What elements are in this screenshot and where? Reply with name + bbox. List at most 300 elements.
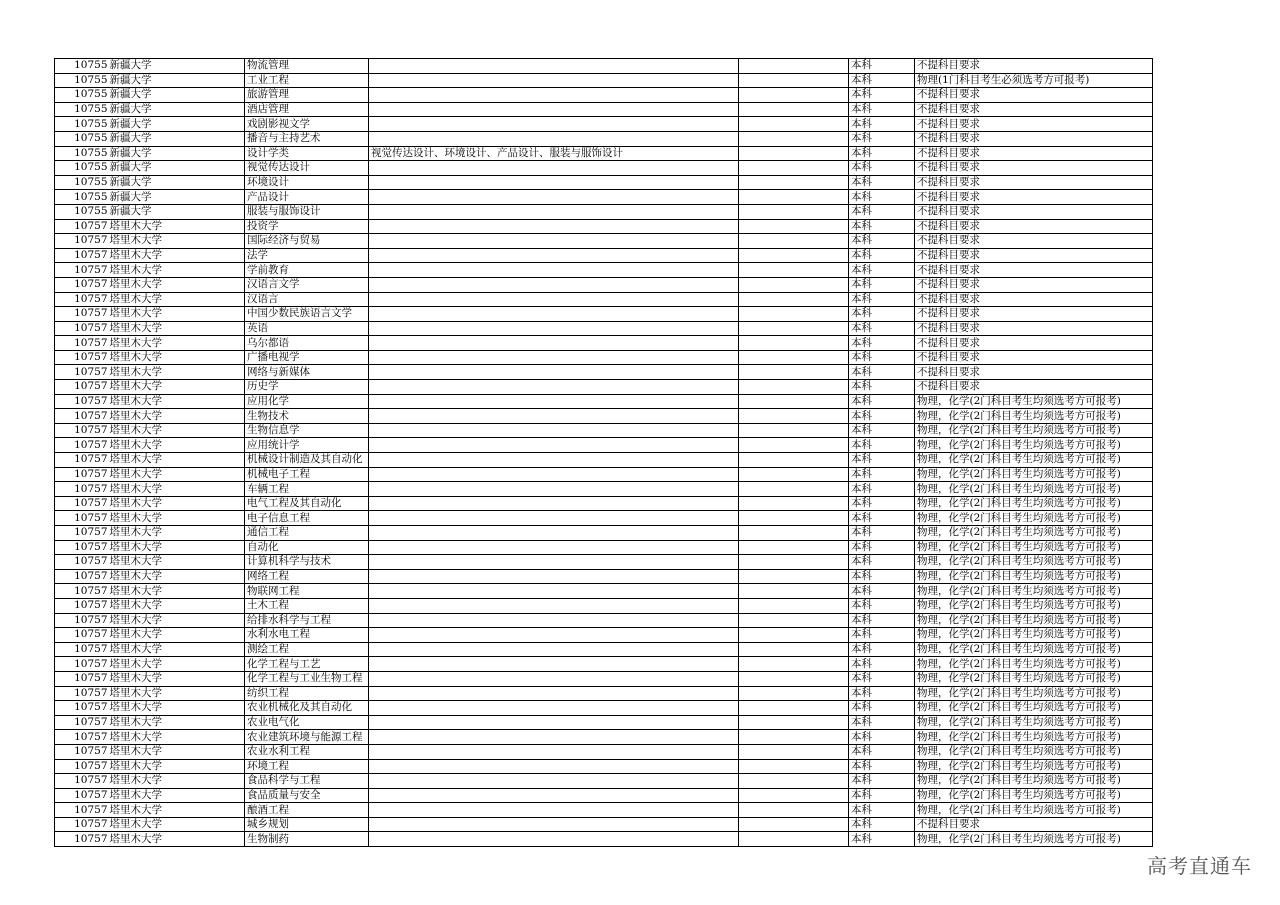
table-row	[55, 131, 1153, 146]
school-code-cell: 10755	[55, 204, 109, 219]
major-name-cell: 水利水电工程	[245, 628, 369, 643]
level-cell: 本科	[849, 540, 915, 555]
school-name-cell: 塔里木大学	[109, 642, 245, 657]
major-name-cell: 国际经济与贸易	[245, 234, 369, 249]
remark-cell	[739, 248, 849, 263]
school-name-cell: 塔里木大学	[109, 730, 245, 745]
school-code-cell: 10755	[55, 102, 109, 117]
subject-requirement-cell: 物理，化学(2门科目考生均须选考方可报考)	[915, 759, 1153, 774]
school-code-cell: 10757	[55, 380, 109, 395]
included-majors-cell	[369, 744, 739, 759]
included-majors-cell	[369, 365, 739, 380]
school-code-cell: 10757	[55, 569, 109, 584]
school-code-cell: 10757	[55, 671, 109, 686]
table-row	[55, 788, 1153, 803]
table-row	[55, 394, 1153, 409]
subject-requirement-cell: 物理，化学(2门科目考生均须选考方可报考)	[915, 584, 1153, 599]
school-code-cell: 10755	[55, 59, 109, 74]
major-name-cell: 应用统计学	[245, 438, 369, 453]
level-cell: 本科	[849, 409, 915, 424]
school-name-cell: 塔里木大学	[109, 234, 245, 249]
major-name-cell: 环境设计	[245, 175, 369, 190]
remark-cell	[739, 686, 849, 701]
included-majors-cell	[369, 628, 739, 643]
level-cell: 本科	[849, 350, 915, 365]
table-row	[55, 482, 1153, 497]
subject-requirement-cell: 物理，化学(2门科目考生均须选考方可报考)	[915, 715, 1153, 730]
level-cell: 本科	[849, 832, 915, 847]
remark-cell	[739, 438, 849, 453]
level-cell: 本科	[849, 628, 915, 643]
remark-cell	[739, 730, 849, 745]
school-code-cell: 10757	[55, 613, 109, 628]
table-row	[55, 321, 1153, 336]
school-name-cell: 塔里木大学	[109, 540, 245, 555]
included-majors-cell	[369, 394, 739, 409]
subject-requirement-cell: 物理，化学(2门科目考生均须选考方可报考)	[915, 496, 1153, 511]
level-cell: 本科	[849, 482, 915, 497]
school-code-cell: 10757	[55, 759, 109, 774]
major-name-cell: 化学工程与工业生物工程	[245, 671, 369, 686]
school-name-cell: 塔里木大学	[109, 584, 245, 599]
level-cell: 本科	[849, 730, 915, 745]
included-majors-cell	[369, 190, 739, 205]
included-majors-cell	[369, 131, 739, 146]
remark-cell	[739, 467, 849, 482]
major-name-cell: 产品设计	[245, 190, 369, 205]
major-name-cell: 投资学	[245, 219, 369, 234]
school-code-cell: 10757	[55, 598, 109, 613]
subject-requirement-cell: 物理，化学(2门科目考生均须选考方可报考)	[915, 569, 1153, 584]
level-cell: 本科	[849, 423, 915, 438]
remark-cell	[739, 671, 849, 686]
school-code-cell: 10755	[55, 131, 109, 146]
level-cell: 本科	[849, 292, 915, 307]
subject-requirement-cell: 不提科目要求	[915, 263, 1153, 278]
school-code-cell: 10757	[55, 657, 109, 672]
table-row	[55, 175, 1153, 190]
included-majors-cell	[369, 671, 739, 686]
level-cell: 本科	[849, 613, 915, 628]
school-name-cell: 塔里木大学	[109, 453, 245, 468]
remark-cell	[739, 292, 849, 307]
included-majors-cell	[369, 613, 739, 628]
level-cell: 本科	[849, 73, 915, 88]
major-name-cell: 工业工程	[245, 73, 369, 88]
school-code-cell: 10757	[55, 788, 109, 803]
remark-cell	[739, 234, 849, 249]
included-majors-cell	[369, 307, 739, 322]
school-code-cell: 10757	[55, 715, 109, 730]
major-name-cell: 食品科学与工程	[245, 774, 369, 789]
table-row	[55, 774, 1153, 789]
remark-cell	[739, 832, 849, 847]
school-code-cell: 10757	[55, 642, 109, 657]
table-row	[55, 540, 1153, 555]
school-name-cell: 塔里木大学	[109, 307, 245, 322]
major-name-cell: 汉语言	[245, 292, 369, 307]
remark-cell	[739, 204, 849, 219]
level-cell: 本科	[849, 394, 915, 409]
subject-requirement-cell: 物理，化学(2门科目考生均须选考方可报考)	[915, 467, 1153, 482]
school-name-cell: 塔里木大学	[109, 350, 245, 365]
school-name-cell: 新疆大学	[109, 131, 245, 146]
level-cell: 本科	[849, 774, 915, 789]
included-majors-cell	[369, 598, 739, 613]
included-majors-cell	[369, 277, 739, 292]
school-name-cell: 新疆大学	[109, 190, 245, 205]
school-code-cell: 10757	[55, 555, 109, 570]
included-majors-cell	[369, 102, 739, 117]
remark-cell	[739, 803, 849, 818]
subject-requirement-cell: 物理，化学(2门科目考生均须选考方可报考)	[915, 453, 1153, 468]
school-name-cell: 新疆大学	[109, 117, 245, 132]
major-name-cell: 播音与主持艺术	[245, 131, 369, 146]
subject-requirement-cell: 物理，化学(2门科目考生均须选考方可报考)	[915, 686, 1153, 701]
included-majors-cell	[369, 59, 739, 74]
major-name-cell: 计算机科学与技术	[245, 555, 369, 570]
table-row	[55, 526, 1153, 541]
table-row	[55, 190, 1153, 205]
included-majors-cell	[369, 569, 739, 584]
remark-cell	[739, 526, 849, 541]
major-name-cell: 应用化学	[245, 394, 369, 409]
major-name-cell: 酿酒工程	[245, 803, 369, 818]
school-name-cell: 塔里木大学	[109, 628, 245, 643]
school-code-cell: 10757	[55, 234, 109, 249]
school-name-cell: 新疆大学	[109, 73, 245, 88]
subject-requirement-cell: 物理，化学(2门科目考生均须选考方可报考)	[915, 423, 1153, 438]
subject-requirement-cell: 不提科目要求	[915, 175, 1153, 190]
major-name-cell: 城乡规划	[245, 817, 369, 832]
subject-requirement-cell: 物理，化学(2门科目考生均须选考方可报考)	[915, 744, 1153, 759]
level-cell: 本科	[849, 234, 915, 249]
remark-cell	[739, 146, 849, 161]
table-row	[55, 657, 1153, 672]
major-name-cell: 测绘工程	[245, 642, 369, 657]
remark-cell	[739, 161, 849, 176]
remark-cell	[739, 642, 849, 657]
remark-cell	[739, 744, 849, 759]
included-majors-cell	[369, 467, 739, 482]
level-cell: 本科	[849, 453, 915, 468]
school-code-cell: 10757	[55, 628, 109, 643]
included-majors-cell	[369, 803, 739, 818]
school-name-cell: 塔里木大学	[109, 526, 245, 541]
school-name-cell: 塔里木大学	[109, 365, 245, 380]
school-name-cell: 塔里木大学	[109, 686, 245, 701]
school-code-cell: 10757	[55, 526, 109, 541]
table-row	[55, 219, 1153, 234]
level-cell: 本科	[849, 511, 915, 526]
school-name-cell: 塔里木大学	[109, 263, 245, 278]
subject-requirement-cell: 物理，化学(2门科目考生均须选考方可报考)	[915, 642, 1153, 657]
level-cell: 本科	[849, 277, 915, 292]
school-code-cell: 10757	[55, 803, 109, 818]
school-code-cell: 10757	[55, 467, 109, 482]
remark-cell	[739, 569, 849, 584]
subject-requirement-cell: 不提科目要求	[915, 234, 1153, 249]
table-row	[55, 701, 1153, 716]
table-row	[55, 555, 1153, 570]
school-code-cell: 10755	[55, 146, 109, 161]
school-name-cell: 塔里木大学	[109, 803, 245, 818]
included-majors-cell	[369, 438, 739, 453]
major-name-cell: 中国少数民族语言文学	[245, 307, 369, 322]
school-name-cell: 塔里木大学	[109, 277, 245, 292]
included-majors-cell	[369, 73, 739, 88]
data-table	[54, 58, 1153, 847]
subject-requirement-cell: 物理，化学(2门科目考生均须选考方可报考)	[915, 788, 1153, 803]
subject-requirement-cell: 不提科目要求	[915, 219, 1153, 234]
included-majors-cell	[369, 161, 739, 176]
major-name-cell: 网络与新媒体	[245, 365, 369, 380]
school-code-cell: 10757	[55, 307, 109, 322]
school-code-cell: 10757	[55, 409, 109, 424]
remark-cell	[739, 73, 849, 88]
school-name-cell: 塔里木大学	[109, 759, 245, 774]
major-name-cell: 电气工程及其自动化	[245, 496, 369, 511]
school-code-cell: 10757	[55, 453, 109, 468]
included-majors-cell	[369, 657, 739, 672]
major-name-cell: 自动化	[245, 540, 369, 555]
level-cell: 本科	[849, 642, 915, 657]
table-row	[55, 161, 1153, 176]
included-majors-cell	[369, 788, 739, 803]
table-row	[55, 146, 1153, 161]
school-name-cell: 塔里木大学	[109, 613, 245, 628]
level-cell: 本科	[849, 555, 915, 570]
major-name-cell: 旅游管理	[245, 88, 369, 103]
remark-cell	[739, 555, 849, 570]
school-name-cell: 新疆大学	[109, 102, 245, 117]
school-name-cell: 塔里木大学	[109, 438, 245, 453]
school-name-cell: 塔里木大学	[109, 788, 245, 803]
included-majors-cell	[369, 759, 739, 774]
remark-cell	[739, 219, 849, 234]
school-code-cell: 10757	[55, 350, 109, 365]
school-code-cell: 10757	[55, 540, 109, 555]
table-row	[55, 365, 1153, 380]
included-majors-cell	[369, 117, 739, 132]
school-name-cell: 塔里木大学	[109, 219, 245, 234]
major-name-cell: 网络工程	[245, 569, 369, 584]
included-majors-cell	[369, 248, 739, 263]
school-code-cell: 10757	[55, 511, 109, 526]
major-name-cell: 物流管理	[245, 59, 369, 74]
school-name-cell: 塔里木大学	[109, 511, 245, 526]
subject-requirement-cell: 不提科目要求	[915, 102, 1153, 117]
subject-requirement-cell: 不提科目要求	[915, 350, 1153, 365]
major-name-cell: 纺织工程	[245, 686, 369, 701]
level-cell: 本科	[849, 219, 915, 234]
school-name-cell: 新疆大学	[109, 161, 245, 176]
remark-cell	[739, 88, 849, 103]
school-name-cell: 塔里木大学	[109, 380, 245, 395]
remark-cell	[739, 584, 849, 599]
table-row	[55, 569, 1153, 584]
level-cell: 本科	[849, 686, 915, 701]
level-cell: 本科	[849, 336, 915, 351]
major-name-cell: 农业水利工程	[245, 744, 369, 759]
remark-cell	[739, 307, 849, 322]
remark-cell	[739, 394, 849, 409]
school-code-cell: 10755	[55, 190, 109, 205]
level-cell: 本科	[849, 146, 915, 161]
remark-cell	[739, 117, 849, 132]
included-majors-cell	[369, 496, 739, 511]
level-cell: 本科	[849, 102, 915, 117]
level-cell: 本科	[849, 321, 915, 336]
school-code-cell: 10757	[55, 219, 109, 234]
level-cell: 本科	[849, 598, 915, 613]
major-name-cell: 环境工程	[245, 759, 369, 774]
included-majors-cell	[369, 453, 739, 468]
table-row	[55, 803, 1153, 818]
included-majors-cell	[369, 511, 739, 526]
major-name-cell: 酒店管理	[245, 102, 369, 117]
level-cell: 本科	[849, 715, 915, 730]
table-row	[55, 511, 1153, 526]
included-majors-cell	[369, 482, 739, 497]
school-code-cell: 10755	[55, 175, 109, 190]
level-cell: 本科	[849, 788, 915, 803]
subject-requirement-cell: 不提科目要求	[915, 277, 1153, 292]
subject-requirement-cell: 物理，化学(2门科目考生均须选考方可报考)	[915, 628, 1153, 643]
table-row	[55, 117, 1153, 132]
table-row	[55, 613, 1153, 628]
school-code-cell: 10757	[55, 438, 109, 453]
remark-cell	[739, 774, 849, 789]
major-name-cell: 车辆工程	[245, 482, 369, 497]
subject-requirement-cell: 物理，化学(2门科目考生均须选考方可报考)	[915, 832, 1153, 847]
subject-requirement-cell: 物理，化学(2门科目考生均须选考方可报考)	[915, 803, 1153, 818]
school-code-cell: 10755	[55, 88, 109, 103]
major-name-cell: 学前教育	[245, 263, 369, 278]
major-name-cell: 化学工程与工艺	[245, 657, 369, 672]
school-code-cell: 10757	[55, 394, 109, 409]
school-name-cell: 塔里木大学	[109, 701, 245, 716]
level-cell: 本科	[849, 569, 915, 584]
included-majors-cell	[369, 321, 739, 336]
school-code-cell: 10757	[55, 277, 109, 292]
school-code-cell: 10757	[55, 730, 109, 745]
major-name-cell: 食品质量与安全	[245, 788, 369, 803]
remark-cell	[739, 263, 849, 278]
table-row	[55, 686, 1153, 701]
school-name-cell: 新疆大学	[109, 59, 245, 74]
included-majors-cell	[369, 774, 739, 789]
remark-cell	[739, 365, 849, 380]
school-code-cell: 10757	[55, 686, 109, 701]
school-code-cell: 10757	[55, 482, 109, 497]
included-majors-cell	[369, 350, 739, 365]
subject-requirement-cell: 物理，化学(2门科目考生均须选考方可报考)	[915, 526, 1153, 541]
subject-requirement-cell: 不提科目要求	[915, 117, 1153, 132]
included-majors-cell	[369, 715, 739, 730]
school-name-cell: 塔里木大学	[109, 423, 245, 438]
included-majors-cell	[369, 817, 739, 832]
table-row	[55, 598, 1153, 613]
included-majors-cell: 视觉传达设计、环境设计、产品设计、服装与服饰设计	[369, 146, 739, 161]
remark-cell	[739, 277, 849, 292]
major-name-cell: 历史学	[245, 380, 369, 395]
remark-cell	[739, 423, 849, 438]
table-row	[55, 277, 1153, 292]
level-cell: 本科	[849, 131, 915, 146]
school-code-cell: 10757	[55, 248, 109, 263]
school-name-cell: 塔里木大学	[109, 671, 245, 686]
remark-cell	[739, 540, 849, 555]
major-name-cell: 视觉传达设计	[245, 161, 369, 176]
table-row	[55, 423, 1153, 438]
watermark-text: 高考直通车	[1147, 854, 1252, 878]
table-row	[55, 59, 1153, 74]
school-name-cell: 塔里木大学	[109, 598, 245, 613]
level-cell: 本科	[849, 701, 915, 716]
major-name-cell: 机械设计制造及其自动化	[245, 453, 369, 468]
level-cell: 本科	[849, 204, 915, 219]
school-name-cell: 塔里木大学	[109, 744, 245, 759]
included-majors-cell	[369, 730, 739, 745]
remark-cell	[739, 321, 849, 336]
remark-cell	[739, 102, 849, 117]
remark-cell	[739, 657, 849, 672]
level-cell: 本科	[849, 248, 915, 263]
school-name-cell: 塔里木大学	[109, 482, 245, 497]
level-cell: 本科	[849, 88, 915, 103]
major-name-cell: 法学	[245, 248, 369, 263]
table-row	[55, 204, 1153, 219]
level-cell: 本科	[849, 190, 915, 205]
remark-cell	[739, 598, 849, 613]
included-majors-cell	[369, 526, 739, 541]
level-cell: 本科	[849, 803, 915, 818]
level-cell: 本科	[849, 496, 915, 511]
table-row	[55, 102, 1153, 117]
table-row	[55, 234, 1153, 249]
major-name-cell: 电子信息工程	[245, 511, 369, 526]
subject-requirement-cell: 物理，化学(2门科目考生均须选考方可报考)	[915, 409, 1153, 424]
table-row	[55, 248, 1153, 263]
remark-cell	[739, 613, 849, 628]
table-row	[55, 409, 1153, 424]
major-name-cell: 服装与服饰设计	[245, 204, 369, 219]
major-name-cell: 通信工程	[245, 526, 369, 541]
subject-requirement-cell: 物理，化学(2门科目考生均须选考方可报考)	[915, 598, 1153, 613]
level-cell: 本科	[849, 365, 915, 380]
major-name-cell: 英语	[245, 321, 369, 336]
school-code-cell: 10757	[55, 701, 109, 716]
subject-requirement-cell: 不提科目要求	[915, 161, 1153, 176]
school-code-cell: 10755	[55, 117, 109, 132]
table-row	[55, 336, 1153, 351]
level-cell: 本科	[849, 817, 915, 832]
table-row	[55, 642, 1153, 657]
table-row	[55, 584, 1153, 599]
school-name-cell: 塔里木大学	[109, 832, 245, 847]
subject-requirement-cell: 不提科目要求	[915, 292, 1153, 307]
school-code-cell: 10757	[55, 584, 109, 599]
major-name-cell: 农业建筑环境与能源工程	[245, 730, 369, 745]
subject-requirement-cell: 不提科目要求	[915, 190, 1153, 205]
included-majors-cell	[369, 204, 739, 219]
major-name-cell: 汉语言文学	[245, 277, 369, 292]
included-majors-cell	[369, 555, 739, 570]
school-name-cell: 新疆大学	[109, 175, 245, 190]
subject-requirement-cell: 不提科目要求	[915, 88, 1153, 103]
included-majors-cell	[369, 409, 739, 424]
